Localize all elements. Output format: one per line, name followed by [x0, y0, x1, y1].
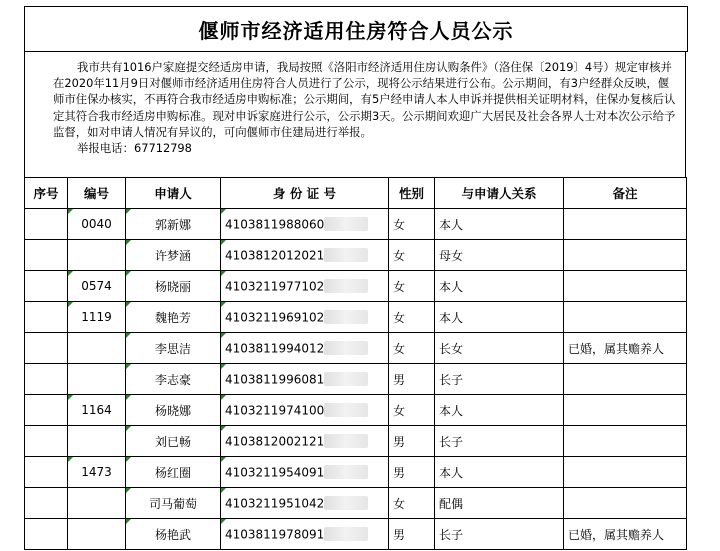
cell-code: 1164	[68, 395, 126, 426]
redaction-mask	[324, 465, 368, 479]
cell-relation: 长子	[435, 426, 564, 457]
cell-id-number	[221, 519, 389, 550]
header-applicant: 申请人	[126, 178, 221, 209]
cell-note: 已婚，属其赡养人	[564, 333, 687, 364]
redaction-mask	[324, 217, 368, 231]
table-row	[25, 271, 687, 302]
header-id-number: 身 份 证 号	[221, 178, 389, 209]
cell-applicant: 司马葡萄	[126, 488, 221, 519]
cell-code: 1119	[68, 302, 126, 333]
cell-id-number	[221, 333, 389, 364]
cell-code	[68, 488, 126, 519]
cell-gender: 女	[389, 395, 435, 426]
cell-applicant: 杨红圈	[126, 457, 221, 488]
cell-relation: 长子	[435, 364, 564, 395]
cell-note	[564, 209, 687, 240]
cell-note	[564, 364, 687, 395]
id-number-text: 4103811988060	[225, 217, 325, 232]
hotline-text: 举报电话：67712798	[77, 141, 192, 156]
cell-code: 0040	[68, 209, 126, 240]
cell-applicant: 郭新娜	[126, 209, 221, 240]
cell-relation: 母女	[435, 240, 564, 271]
header-code: 编号	[68, 178, 126, 209]
cell-relation: 本人	[435, 209, 564, 240]
cell-code	[68, 519, 126, 550]
id-number-text: 4103811994012	[225, 341, 325, 356]
cell-seq	[25, 333, 68, 364]
cell-seq	[25, 395, 68, 426]
redaction-mask	[324, 496, 368, 510]
cell-relation: 长女	[435, 333, 564, 364]
cell-id-number	[221, 457, 389, 488]
cell-note	[564, 426, 687, 457]
cell-gender: 女	[389, 271, 435, 302]
id-number-text: 4103811996081	[225, 372, 325, 387]
cell-applicant: 杨艳武	[126, 519, 221, 550]
cell-seq	[25, 240, 68, 271]
cell-seq	[25, 209, 68, 240]
redaction-mask	[324, 310, 368, 324]
cell-gender: 女	[389, 488, 435, 519]
cell-id-number	[221, 426, 389, 457]
cell-id-number	[221, 488, 389, 519]
cell-relation: 长子	[435, 519, 564, 550]
cell-note	[564, 488, 687, 519]
table-row	[25, 519, 687, 550]
id-number-text: 4103211954091	[225, 465, 325, 480]
cell-relation: 本人	[435, 457, 564, 488]
cell-gender: 男	[389, 364, 435, 395]
cell-gender: 男	[389, 426, 435, 457]
cell-code	[68, 333, 126, 364]
cell-applicant: 李思洁	[126, 333, 221, 364]
cell-id-number	[221, 302, 389, 333]
cell-code	[68, 364, 126, 395]
redaction-mask	[324, 372, 368, 386]
cell-code	[68, 240, 126, 271]
cell-code: 0574	[68, 271, 126, 302]
notice-block	[24, 51, 686, 177]
redaction-mask	[324, 279, 368, 293]
cell-applicant: 许梦涵	[126, 240, 221, 271]
id-number-text: 4103211969102	[225, 310, 325, 325]
cell-gender: 女	[389, 209, 435, 240]
header-seq: 序号	[25, 178, 68, 209]
redaction-mask	[324, 341, 368, 355]
table-row	[25, 457, 687, 488]
redaction-mask	[324, 434, 368, 448]
id-number-text: 4103811978091	[225, 527, 325, 542]
cell-relation: 本人	[435, 302, 564, 333]
cell-code: 1473	[68, 457, 126, 488]
cell-id-number	[221, 271, 389, 302]
notice-text: 我市共有1016户家庭提交经适房申请，我局按照《洛阳市经济适用住房认购条件》（洛住保〔2019〕4号）规定审核并在2020年11月9日对偃师市经济适用住房符合人员进行了公示，现将公示结果进行公布。公示期间，有3户经群众反映，偃师市住保办核实，不再符合我市经适房申购标准；公示期间，有5户经申请人本人申诉并提供相关证明材料，住保办复核后认定其符合我市经适房申购标准。现对申诉家庭进行公示，公示期3天。公示期间欢迎广大居民及社会各界人士对本次公示给予监督，如对申请人情况有异议的，可向偃师市住建局进行举报。	[53, 60, 676, 139]
page-title: 偃师市经济适用住房符合人员公示	[198, 18, 514, 43]
id-number-text: 4103211974100	[225, 403, 325, 418]
cell-note	[564, 457, 687, 488]
cell-note	[564, 395, 687, 426]
cell-code	[68, 426, 126, 457]
table-body	[25, 209, 687, 550]
header-relation: 与申请人关系	[435, 178, 564, 209]
table-row	[25, 209, 687, 240]
cell-gender: 男	[389, 519, 435, 550]
cell-applicant: 魏艳芳	[126, 302, 221, 333]
redaction-mask	[324, 248, 368, 262]
cell-gender: 女	[389, 240, 435, 271]
id-number-text: 4103812012021	[225, 248, 325, 263]
table-header-row	[25, 178, 687, 209]
applicant-table	[24, 177, 687, 550]
cell-seq	[25, 271, 68, 302]
cell-applicant: 杨晓丽	[126, 271, 221, 302]
cell-applicant: 杨晓娜	[126, 395, 221, 426]
cell-gender: 女	[389, 302, 435, 333]
id-number-text: 4103211951042	[225, 496, 325, 511]
cell-note	[564, 271, 687, 302]
cell-relation: 本人	[435, 271, 564, 302]
cell-note: 已婚，属其赡养人	[564, 519, 687, 550]
cell-applicant: 刘已畅	[126, 426, 221, 457]
redaction-mask	[324, 527, 368, 541]
cell-gender: 男	[389, 457, 435, 488]
table-row	[25, 333, 687, 364]
header-gender: 性别	[389, 178, 435, 209]
cell-relation: 本人	[435, 395, 564, 426]
table-row	[25, 395, 687, 426]
cell-seq	[25, 457, 68, 488]
cell-seq	[25, 364, 68, 395]
header-note: 备注	[564, 178, 687, 209]
cell-seq	[25, 302, 68, 333]
cell-id-number	[221, 240, 389, 271]
cell-id-number	[221, 395, 389, 426]
cell-gender: 女	[389, 333, 435, 364]
cell-seq	[25, 519, 68, 550]
table-row	[25, 240, 687, 271]
table-row	[25, 488, 687, 519]
table-row	[25, 426, 687, 457]
redaction-mask	[324, 403, 368, 417]
cell-seq	[25, 426, 68, 457]
title-box	[24, 6, 688, 52]
table-row	[25, 302, 687, 333]
cell-note	[564, 302, 687, 333]
cell-relation: 配偶	[435, 488, 564, 519]
table-row	[25, 364, 687, 395]
id-number-text: 4103211977102	[225, 279, 325, 294]
cell-seq	[25, 488, 68, 519]
cell-applicant: 李志豪	[126, 364, 221, 395]
id-number-text: 4103812002121	[225, 434, 325, 449]
cell-note	[564, 240, 687, 271]
cell-id-number	[221, 209, 389, 240]
cell-id-number	[221, 364, 389, 395]
